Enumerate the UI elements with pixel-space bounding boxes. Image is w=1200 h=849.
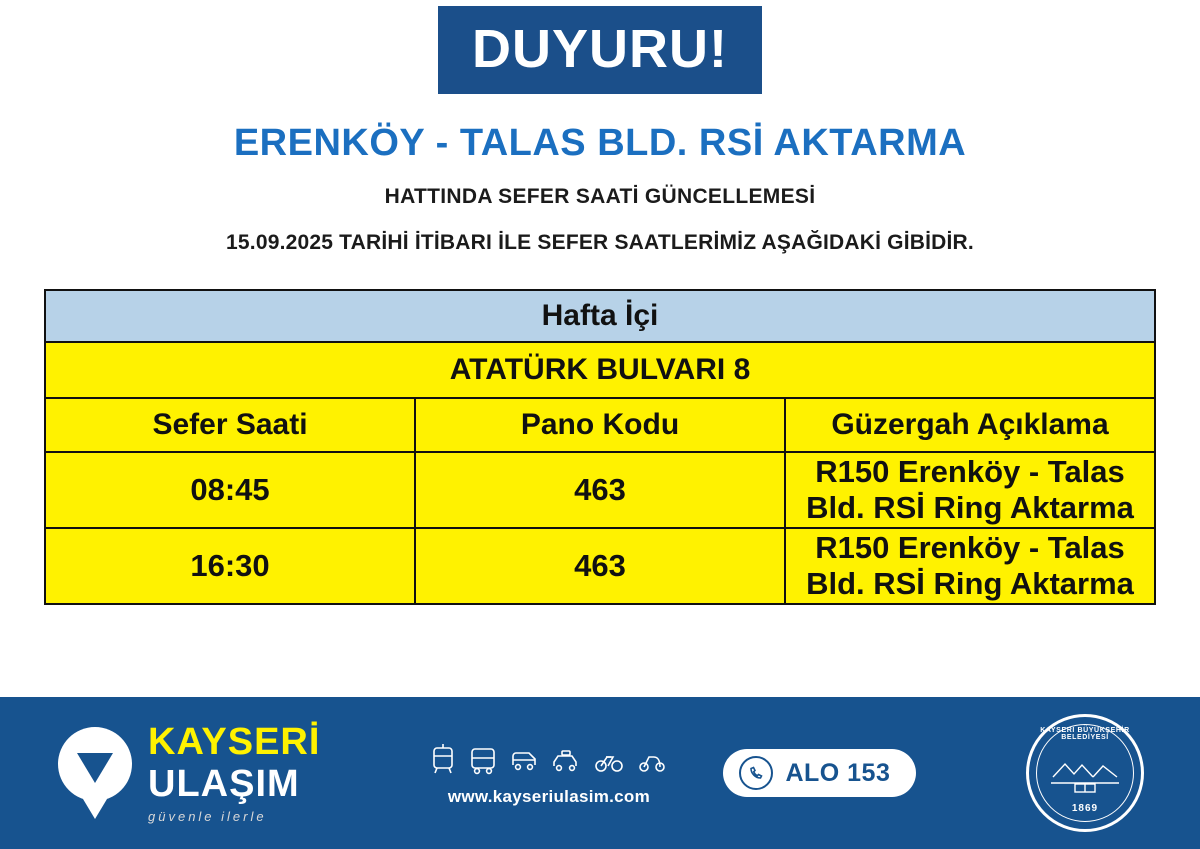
cell-time: 16:30 [45,528,415,604]
bicycle-icon [594,749,624,775]
scooter-icon [637,749,667,775]
effective-date-note: 15.09.2025 TARİHİ İTİBARI İLE SEFER SAATLERİMİZ AŞAĞIDAKİ GİBİDİR. [226,231,974,254]
seal-emblem-icon [1049,751,1121,793]
taxi-icon [551,749,581,775]
hotline-label: ALO 153 [785,758,891,787]
footer-bar [0,697,1200,849]
cell-description: R150 Erenköy - Talas Bld. RSİ Ring Aktarma [785,452,1155,528]
location-pin-icon [58,727,132,819]
seal-top-text: KAYSERİ BÜYÜKŞEHİR BELEDİYESİ [1040,727,1130,741]
schedule-table [44,289,1156,605]
website-label[interactable]: www.kayseriulasim.com [447,787,651,806]
line-subtitle: HATTINDA SEFER SAATİ GÜNCELLEMESİ [384,185,816,208]
cell-code: 463 [415,528,785,604]
brand-line-kayseri: KAYSERİ [148,721,321,763]
table-row [45,528,1155,604]
phone-icon [739,756,773,790]
tram-icon [430,743,456,775]
period-label: Hafta İçi [45,290,1155,342]
header-pano-kodu: Pano Kodu [415,398,785,452]
municipality-seal [1026,714,1144,832]
schedule-table-container [44,289,1156,605]
transport-modes-block [430,739,667,807]
line-title: ERENKÖY - TALAS BLD. RSİ AKTARMA [233,122,967,164]
brand-line-ulasim: ULAŞIM [148,763,300,805]
brand-slogan: güvenle ilerle [148,809,267,824]
seal-year: 1869 [1071,803,1099,814]
table-row-period [45,290,1155,342]
cell-code: 463 [415,452,785,528]
transport-icon-row [430,739,667,775]
minibus-icon [510,747,538,775]
bus-icon [469,745,497,775]
banner-container [0,0,1200,94]
table-row-route [45,342,1155,398]
route-label: ATATÜRK BULVARI 8 [45,342,1155,398]
cell-description: R150 Erenköy - Talas Bld. RSİ Ring Aktarma [785,528,1155,604]
duyuru-banner: DUYURU! [438,6,762,94]
hotline-badge[interactable] [723,749,916,797]
kayseri-ulasim-logo [58,723,320,823]
table-row [45,452,1155,528]
header-guzergah-aciklama: Güzergah Açıklama [785,398,1155,452]
brand-text [148,723,320,823]
header-sefer-saati: Sefer Saati [45,398,415,452]
cell-time: 08:45 [45,452,415,528]
table-header-row [45,398,1155,452]
